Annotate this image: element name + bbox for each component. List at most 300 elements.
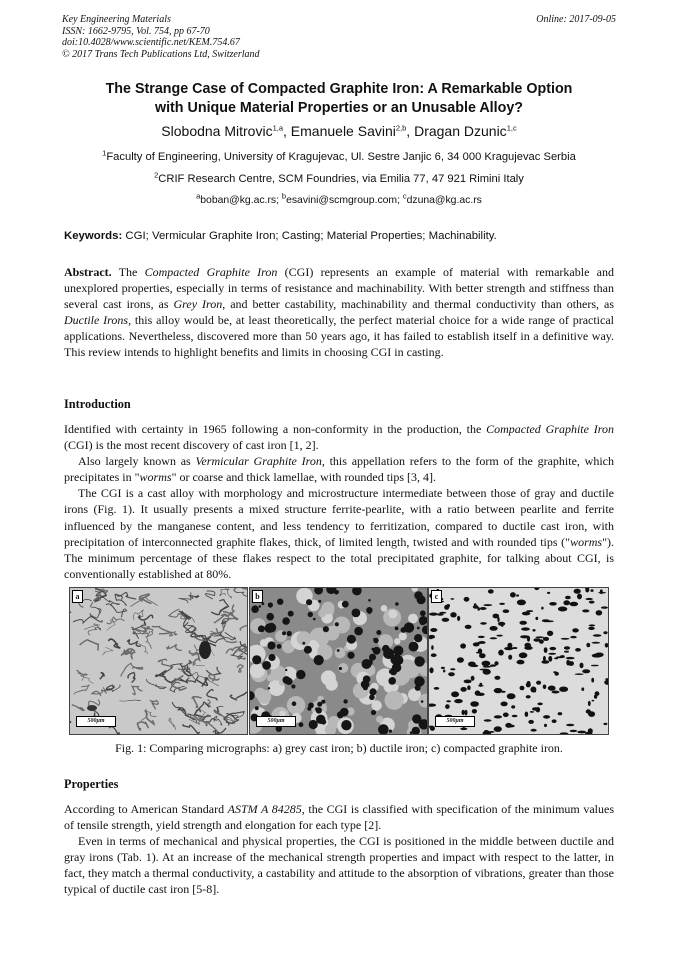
graphite-worm [570,636,576,638]
ferrite-region [394,638,400,644]
email-link[interactable]: dzuna@kg.ac.rs [406,195,482,206]
micrograph-c-image [429,588,608,734]
properties-heading: Properties [64,777,119,791]
graphite-nodule [292,701,297,706]
properties-body [64,801,614,898]
graphite-worm [511,705,515,708]
graphite-worm [519,652,528,658]
graphite-worm [443,670,445,673]
graphite-worm [548,653,556,655]
ferrite-region [267,674,275,682]
graphite-worm [525,712,529,717]
graphite-worm [480,622,487,625]
graphite-nodule [368,610,372,614]
author-name: Slobodna Mitrovic [161,123,273,139]
graphite-worm [498,650,504,656]
scale-bar: 500μm [76,716,116,727]
graphite-nodule [307,707,311,711]
graphite-nodule [417,627,420,630]
graphite-worm [533,638,540,642]
graphite-worm [512,715,518,717]
graphite-worm [543,715,550,719]
text: The CGI is a cast alloy with morphology and microstructure intermediate between those of gray and ductile irons (Fig. 1). It usually presents a mixed structure ferrite-pearlite, with a ratio between pearlite and ferrite influenced by the manganese content, and less tendency to ferritization, compared to ductile cast iron, with precipitation of interconnected graphite flakes, thick, of limited length, twisted and with rounded tips (" [64,486,614,549]
graphite-worm [507,643,512,649]
graphite-nodule [395,627,399,631]
graphite-nodule [414,591,422,599]
graphite-nodule [285,678,292,685]
graphite-worm [501,702,508,707]
graphite-nodule [342,601,349,608]
author-sup: 1,c [506,123,517,133]
introduction-body [64,421,614,582]
graphite-worm [586,643,590,647]
graphite-worm [464,597,470,602]
graphite-nodule [354,627,363,636]
graphite-worm [480,607,487,610]
graphite-worm [580,663,584,669]
keywords-label: Keywords: [64,230,123,242]
graphite-nodule [291,684,295,688]
graphite-worm [541,660,549,664]
graphite-worm [512,647,517,649]
text: "). The minimum percentage of these flakes respect to the total precipitated graphite, for talking about CGI, is conventionally established at 80%. [64,534,614,581]
paper-title [40,80,638,118]
graphite-worm [483,604,492,606]
graphite-worm [535,636,544,638]
graphite-worm [603,723,607,725]
graphite-worm [533,690,536,692]
graphite-particle [199,641,211,659]
graphite-nodule [343,699,347,703]
graphite-worm [585,598,593,600]
graphite-worm [429,613,438,616]
paragraph [64,801,614,833]
graphite-nodule [266,613,274,621]
graphite-worm [508,655,512,660]
graphite-worm [589,624,596,626]
graphite-nodule [335,622,339,626]
graphite-nodule [404,622,414,632]
graphite-nodule [337,711,344,718]
ferrite-region [257,690,271,704]
graphite-worm [532,629,535,632]
graphite-worm [582,669,590,673]
graphite-worm [479,653,486,658]
graphite-worm [592,642,601,644]
abstract-text: , this alloy would be, at least theoretically, the perfect material choice for a wide range of practical applications. Nevertheless, discovered more than 50 years ago, it has failed to establish itself in a definitive way. This review intends to highlight benefits and limits in choosing CGI in casting. [64,313,614,360]
graphite-worm [517,660,525,665]
graphite-nodule [258,625,265,632]
micrograph-a-image [70,588,247,734]
micrograph-a [69,587,248,735]
graphite-worm [494,726,502,732]
abstract-text: The [118,265,145,279]
abstract [64,264,614,361]
graphite-nodule [389,670,393,674]
graphite-worm [431,653,437,657]
graphite-nodule [337,649,340,652]
graphite-worm [494,715,502,718]
graphite-worm [561,638,570,640]
graphite-worm [498,622,505,626]
graphite-worm [535,617,538,620]
paragraph: Even in terms of mechanical and physical properties, the CGI is positioned in the middle between ductile and gray irons (Tab. 1). At an increase of the mechanical strength properties and impact with respect to the latter, in fact, they match a thermal conductivity, a castability and attitude to the absorption of vibrations, greater than those typical of ductile cast iron [5-8]. [64,834,614,897]
ferrite-region [260,639,268,647]
graphite-worm [434,687,440,690]
graphite-worm [588,728,593,734]
graphite-nodule [395,602,399,606]
graphite-worm [494,661,498,665]
graphite-worm [430,628,437,632]
graphite-worm [558,607,567,612]
graphite-worm [450,612,456,617]
text: , the CGI is classified with specification of the minimum values of tensile strength, yield strength and elongation for each type [2]. [64,802,614,833]
graphite-nodule [376,630,381,635]
graphite-worm [553,671,557,673]
graphite-nodule [265,624,274,633]
graphite-worm [493,614,500,619]
paragraph [64,421,614,453]
graphite-nodule [302,642,305,645]
graphite-worm [516,594,519,596]
graphite-nodule [373,647,381,655]
email-list [40,191,638,206]
italic-text: Vermicular Graphite Iron, [195,454,325,469]
graphite-worm [473,642,480,646]
graphite-worm [548,656,552,662]
panel-label: b [252,590,263,603]
ferrite-region [408,614,418,624]
doi: doi:10.4028/www.scientific.net/KEM.754.67 [62,37,240,48]
email-sup: b [281,191,287,201]
graphite-worm [444,605,449,610]
keywords-text: CGI; Vermicular Graphite Iron; Casting; Material Properties; Machinability. [125,230,497,242]
graphite-worm [429,635,435,639]
graphite-nodule [262,661,271,670]
graphite-nodule [369,695,375,701]
graphite-worm [570,602,579,607]
graphite-worm [575,648,581,652]
copyright: © 2017 Trans Tech Publications Ltd, Switzerland [62,48,260,60]
graphite-nodule [299,722,304,727]
graphite-nodule [420,610,426,616]
graphite-worm [519,621,527,625]
graphite-worm [448,672,455,676]
graphite-worm [595,691,600,696]
affiliation-2 [40,170,638,185]
graphite-nodule [352,609,361,618]
graphite-worm [564,651,569,653]
graphite-worm [575,673,584,675]
graphite-nodule [368,599,371,602]
graphite-nodule [308,612,313,617]
graphite-worm [588,701,591,706]
graphite-worm [490,637,498,639]
graphite-nodule [323,626,329,632]
graphite-worm [591,665,599,667]
graphite-worm [588,627,595,630]
graphite-worm [457,616,460,621]
graphite-worm [544,647,548,653]
graphite-nodule [347,652,354,659]
graphite-nodule [321,719,326,724]
graphite-worm [552,719,557,723]
ferrite-region [399,632,407,640]
graphite-worm [526,695,531,698]
graphite-worm [545,620,554,622]
graphite-worm [601,606,608,608]
graphite-worm [460,643,466,648]
graphite-worm [465,625,472,629]
graphite-worm [577,594,582,600]
graphite-worm [470,665,478,668]
affiliation-1 [40,148,638,163]
affiliation-sup: 2 [154,170,159,180]
abstract-italic: Ductile Irons [64,313,129,328]
graphite-worm [536,681,541,685]
figure-caption: Fig. 1: Comparing micrographs: a) grey cast iron; b) ductile iron; c) compacted graphite iron. [115,741,563,755]
graphite-worm [550,647,557,650]
text: Also largely known as [78,454,196,469]
author-name: Dragan Dzunic [414,123,507,139]
graphite-worm [510,592,516,597]
italic-text: Compacted Graphite Iron [486,422,614,436]
graphite-nodule [334,590,339,595]
graphite-worm [496,635,502,637]
graphite-worm [593,634,602,636]
email-link[interactable]: esavini@scmgroup.com; [286,195,400,206]
graphite-nodule [313,618,316,621]
graphite-nodule [306,599,312,605]
graphite-nodule [414,676,424,686]
online-date: Online: 2017-09-05 [536,14,616,25]
graphite-nodule [369,654,376,661]
graphite-worm [454,699,463,703]
graphite-worm [520,686,525,691]
graphite-nodule [268,602,273,607]
graphite-worm [522,612,530,616]
ferrite-region [402,659,412,669]
email-sup: a [196,191,201,201]
italic-text: worms [139,470,172,485]
graphite-worm [566,657,575,659]
graphite-worm [465,710,468,716]
graphite-worm [541,607,543,610]
keywords [64,230,497,242]
ferrite-region [321,670,336,685]
graphite-worm [603,631,607,634]
graphite-worm [566,724,574,727]
graphite-worm [543,685,547,690]
scale-bar: 500μm [256,716,296,727]
text: (CGI) is the most recent discovery of cast iron [1, 2]. [64,438,319,453]
graphite-nodule [252,655,261,664]
introduction-heading: Introduction [64,397,131,411]
abstract-text: (CGI) represents an example of material with remarkable and unexplored properties, especially in terms of resistance and machinability. With better strength and stiffness than several cast irons, as [64,265,614,312]
graphite-worm [528,720,534,724]
graphite-nodule [251,605,259,613]
graphite-nodule [255,706,259,710]
graphite-nodule [393,646,403,656]
journal-name: Key Engineering Materials [62,14,171,25]
graphite-nodule [371,710,376,715]
ferrite-region [287,696,305,714]
ferrite-region [371,700,381,710]
graphite-worm [566,660,570,666]
text: this appellation refers to the form of the graphite, which precipitates in " [64,454,614,485]
graphite-worm [445,704,450,709]
graphite-worm [558,712,563,715]
graphite-nodule [282,631,286,635]
graphite-worm [462,710,465,715]
graphite-worm [527,636,530,642]
graphite-nodule [277,599,283,605]
graphite-worm [464,680,472,684]
graphite-worm [559,687,568,692]
graphite-worm [565,596,571,600]
micrograph-c [428,587,609,735]
ferrite-region [381,605,388,612]
graphite-worm [581,687,584,691]
panel-label: a [72,590,83,603]
graphite-nodule [419,619,426,626]
graphite-worm [482,661,491,667]
graphite-nodule [285,669,287,671]
graphite-nodule [317,702,322,707]
graphite-worm [527,681,531,685]
title-line-1: The Strange Case of Compacted Graphite Iron: A Remarkable Option [105,81,573,97]
graphite-worm [499,603,505,605]
graphite-worm [450,668,455,670]
graphite-worm [582,609,589,612]
graphite-nodule [318,600,321,603]
graphite-worm [476,652,480,654]
graphite-worm [590,589,593,592]
graphite-worm [537,703,542,706]
graphite-worm [544,724,547,727]
title-line-2: with Unique Material Properties or an Unusable Alloy? [154,100,524,116]
graphite-worm [577,731,586,734]
graphite-worm [460,728,467,731]
text: According to American Standard [64,802,228,816]
graphite-worm [503,609,510,613]
author-sup: 1,a [272,123,284,133]
ferrite-region [385,691,404,710]
affiliation-sup: 1 [102,148,107,158]
italic-text: worms [570,534,603,549]
graphite-nodule [288,611,294,617]
graphite-nodule [421,700,424,703]
graphite-nodule [287,631,292,636]
abstract-italic: Grey Iron [173,297,223,312]
graphite-nodule [267,641,275,649]
graphite-nodule [383,648,394,659]
graphite-worm [503,713,509,718]
graphite-nodule [309,720,318,729]
graphite-nodule [259,605,262,608]
graphite-nodule [369,688,376,695]
author-sup: 2,b [395,123,407,133]
graphite-worm [564,646,570,649]
affiliation-text: CRIF Research Centre, SCM Foundries, via Emilia 77, 47 921 Rimini Italy [158,173,524,185]
scale-bar: 500μm [435,716,475,727]
graphite-worm [600,589,603,594]
graphite-nodule [373,638,376,641]
graphite-worm [572,628,579,632]
graphite-nodule [304,646,312,654]
author-list: Slobodna Mitrovic$^{1,a}$, Emanuele Savini$^{2,b}$, Dragan Dzunic$^{1,c}$ [161,123,517,139]
graphite-worm [592,700,595,702]
graphite-worm [530,711,534,713]
graphite-worm [450,598,454,600]
graphite-worm [470,701,479,707]
graphite-worm [429,667,433,673]
graphite-worm [494,688,503,693]
abstract-text: , and better castability, machinability and thermal conductivity than others, as [222,297,614,312]
graphite-worm [531,729,537,732]
graphite-nodule [347,635,356,644]
graphite-worm [467,685,470,690]
email-link[interactable]: boban@kg.ac.rs; [200,195,279,206]
graphite-worm [446,700,451,702]
graphite-worm [521,627,530,630]
graphite-worm [471,676,475,681]
paragraph [64,485,614,582]
graphite-worm [586,709,591,713]
graphite-nodule [277,644,282,649]
italic-text: ASTM A 84285 [227,802,302,816]
author-name: Emanuele Savini [290,123,396,139]
ferrite-region [388,610,397,619]
graphite-worm [442,618,450,622]
ferrite-region [335,647,346,658]
graphite-worm [591,678,594,683]
paragraph [64,453,614,485]
graphite-worm [451,691,459,697]
graphite-nodule [414,656,424,666]
graphite-worm [589,601,595,604]
graphite-worm [475,690,481,695]
graphite-nodule [339,667,342,670]
graphite-nodule [341,720,351,730]
graphite-worm [494,676,500,680]
graphite-nodule [268,654,275,661]
graphite-nodule [296,670,305,679]
graphite-worm [505,723,512,728]
graphite-worm [478,685,484,687]
graphite-nodule [392,663,401,672]
ferrite-region [376,716,383,723]
graphite-nodule [316,707,322,713]
graphite-worm [484,719,492,722]
graphite-worm [552,691,560,694]
graphite-nodule [414,634,422,642]
graphite-worm [594,653,602,658]
graphite-nodule [361,680,370,689]
graphite-nodule [368,665,371,668]
journal-header [62,14,260,60]
graphite-particle [87,705,97,711]
graphite-worm [437,613,444,616]
graphite-nodule [282,617,290,625]
graphite-worm [490,626,498,631]
graphite-worm [483,666,492,668]
graphite-nodule [268,687,270,689]
issn: ISSN: 1662-9795, Vol. 754, pp 67-70 [62,25,210,37]
graphite-nodule [389,730,392,733]
graphite-worm [563,600,570,605]
abstract-label: Abstract. [64,265,112,279]
